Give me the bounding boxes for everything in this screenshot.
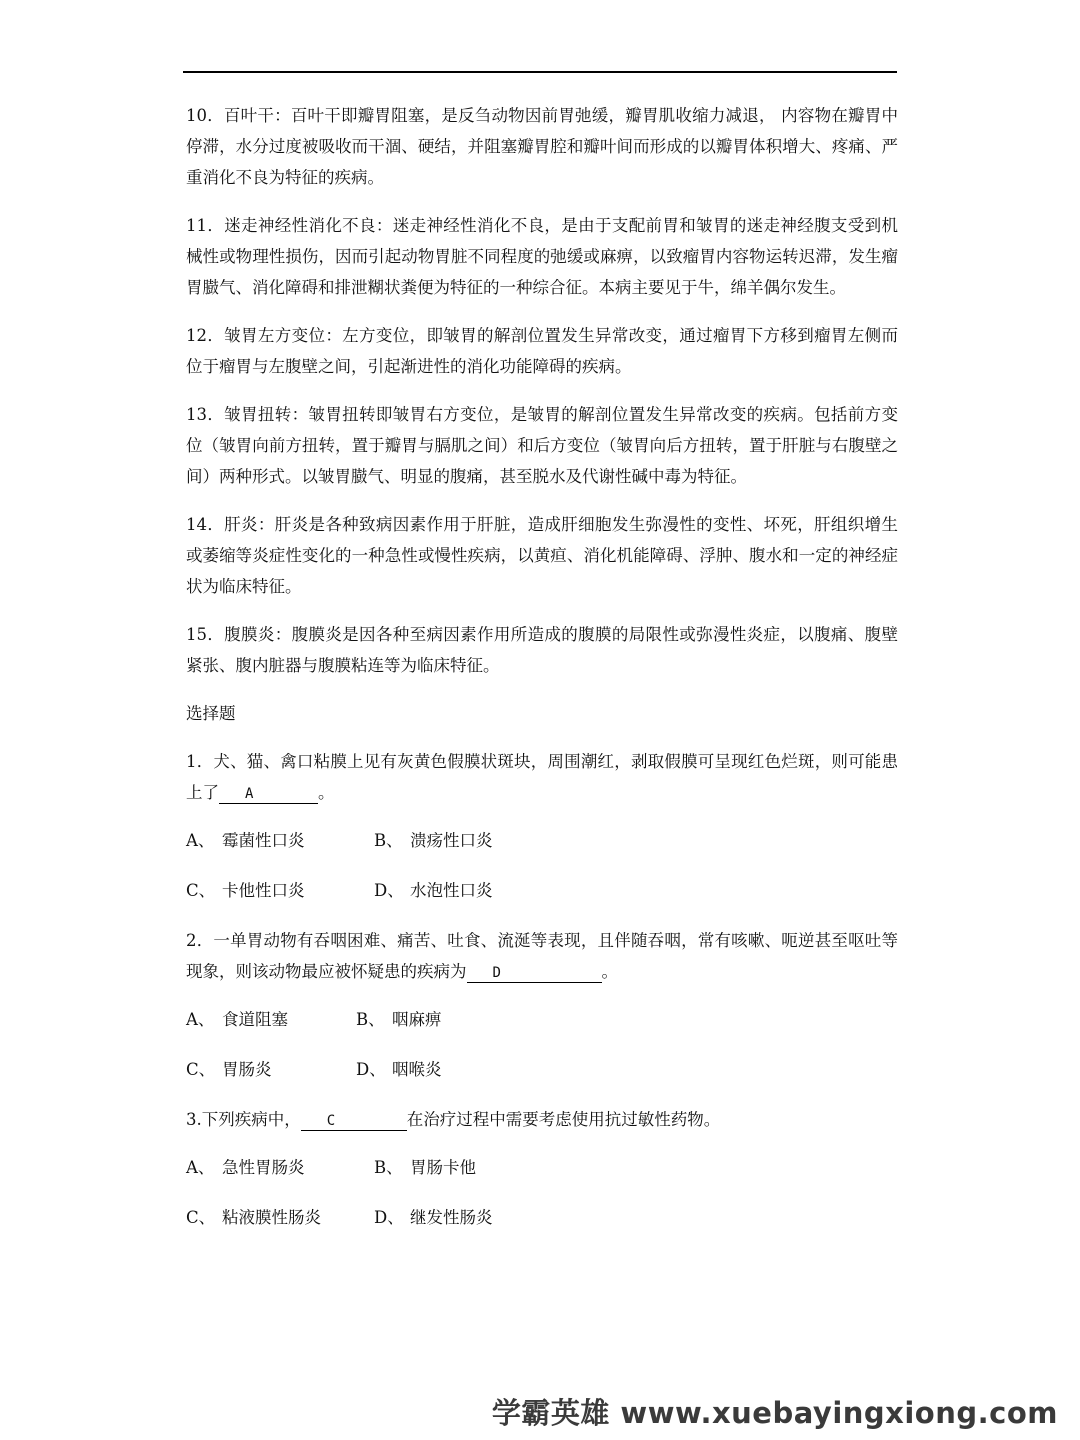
option-a <box>186 825 374 856</box>
definition-15: 15．腹膜炎：腹膜炎是因各种至病因素作用所造成的腹膜的局限性或弥漫性炎症，以腹痛、腹壁紧张、腹内脏器与腹膜粘连等为临床特征。 <box>186 625 898 675</box>
option-a <box>186 1004 356 1035</box>
question-stem-tail: 。 <box>318 783 335 802</box>
question-1-options-row-1 <box>186 825 898 856</box>
option-text: 水泡性口炎 <box>410 881 493 900</box>
option-letter: C、 <box>186 881 216 900</box>
question-stem-text: 3.下列疾病中， <box>186 1110 301 1129</box>
option-c <box>186 1202 374 1233</box>
option-text: 急性胃肠炎 <box>222 1158 305 1177</box>
option-letter: B、 <box>374 831 403 850</box>
option-text: 胃肠炎 <box>222 1060 272 1079</box>
definition-11: 11．迷走神经性消化不良：迷走神经性消化不良，是由于支配前胃和皱胃的迷走神经腹支受到机械性或物理性损伤，因而引起动物胃脏不同程度的弛缓或麻痹，以致瘤胃内容物运转迟滞，发生瘤胃臌气、消化障碍和排泄糊状粪便为特征的一种综合征。本病主要见于牛，绵羊偶尔发生。 <box>186 216 898 297</box>
option-text: 咽喉炎 <box>392 1060 442 1079</box>
question-2-stem <box>186 925 898 987</box>
option-letter: D、 <box>374 1208 404 1227</box>
option-letter: B、 <box>374 1158 403 1177</box>
option-c <box>186 1054 356 1085</box>
header-rule <box>183 71 897 73</box>
answer-blank: A <box>219 785 318 804</box>
option-letter: A、 <box>186 831 215 850</box>
definition-12: 12．皱胃左方变位：左方变位，即皱胃的解剖位置发生异常改变，通过瘤胃下方移到瘤胃左侧而位于瘤胃与左腹壁之间，引起渐进性的消化功能障碍的疾病。 <box>186 326 898 376</box>
question-stem-text: 2．一单胃动物有吞咽困难、痛苦、吐食、流涎等表现，且伴随吞咽，常有咳嗽、呃逆甚至呕吐等现象，则该动物最应被怀疑患的疾病为 <box>186 931 898 981</box>
definition-10: 10．百叶干：百叶干即瓣胃阻塞，是反刍动物因前胃弛缓，瓣胃肌收缩力减退， 内容物在瓣胃中停滞，水分过度被吸收而干涸、硬结，并阻塞瓣胃腔和瓣叶间而形成的以瓣胃体积增大、疼痛、严重消化不良为特征的疾病。 <box>186 106 898 187</box>
option-letter: D、 <box>374 881 404 900</box>
option-text: 卡他性口炎 <box>222 881 305 900</box>
option-letter: A、 <box>186 1010 215 1029</box>
option-text: 胃肠卡他 <box>410 1158 476 1177</box>
option-text: 霉菌性口炎 <box>222 831 305 850</box>
option-d <box>374 875 493 906</box>
question-1-stem <box>186 746 898 808</box>
option-b <box>374 825 493 856</box>
answer-blank: C <box>301 1112 407 1131</box>
option-text: 继发性肠炎 <box>410 1208 493 1227</box>
site-watermark: 学霸英雄 www.xuebayingxiong.com <box>491 1396 1058 1430</box>
option-letter: B、 <box>356 1010 385 1029</box>
option-c <box>186 875 374 906</box>
option-b <box>374 1152 476 1183</box>
option-text: 食道阻塞 <box>222 1010 288 1029</box>
question-stem-tail: 在治疗过程中需要考虑使用抗过敏性药物。 <box>406 1110 721 1129</box>
option-d <box>374 1202 493 1233</box>
answer-blank: D <box>467 964 602 983</box>
question-3-stem <box>186 1104 898 1135</box>
question-3-options-row-2 <box>186 1202 898 1233</box>
definition-14: 14．肝炎：肝炎是各种致病因素作用于肝脏，造成肝细胞发生弥漫性的变性、坏死，肝组织增生或萎缩等炎症性变化的一种急性或慢性疾病，以黄疸、消化机能障碍、浮肿、腹水和一定的神经症状为临床特征。 <box>186 515 898 596</box>
option-d <box>356 1054 442 1085</box>
option-text: 粘液膜性肠炎 <box>222 1208 321 1227</box>
option-b <box>356 1004 442 1035</box>
definition-13: 13．皱胃扭转：皱胃扭转即皱胃右方变位，是皱胃的解剖位置发生异常改变的疾病。包括前方变位（皱胃向前方扭转，置于瓣胃与膈肌之间）和后方变位（皱胃向后方扭转，置于肝脏与右腹壁之间）两种形式。以皱胃臌气、明显的腹痛，甚至脱水及代谢性碱中毒为特征。 <box>186 405 898 486</box>
question-2-options-row-1 <box>186 1004 898 1035</box>
option-letter: C、 <box>186 1060 216 1079</box>
option-text: 溃疡性口炎 <box>410 831 493 850</box>
option-letter: C、 <box>186 1208 216 1227</box>
option-a <box>186 1152 374 1183</box>
question-2-options-row-2 <box>186 1054 898 1085</box>
question-stem-text: 1．犬、猫、禽口粘膜上见有灰黄色假膜状斑块，周围潮红，剥取假膜可呈现红色烂斑，则可能患上了 <box>186 752 898 802</box>
option-letter: D、 <box>356 1060 386 1079</box>
question-3-options-row-1 <box>186 1152 898 1183</box>
option-letter: A、 <box>186 1158 215 1177</box>
section-title: 选择题 <box>186 704 236 723</box>
question-stem-tail: 。 <box>601 962 618 981</box>
document-body <box>186 100 898 1252</box>
question-1-options-row-2 <box>186 875 898 906</box>
option-text: 咽麻痹 <box>392 1010 442 1029</box>
